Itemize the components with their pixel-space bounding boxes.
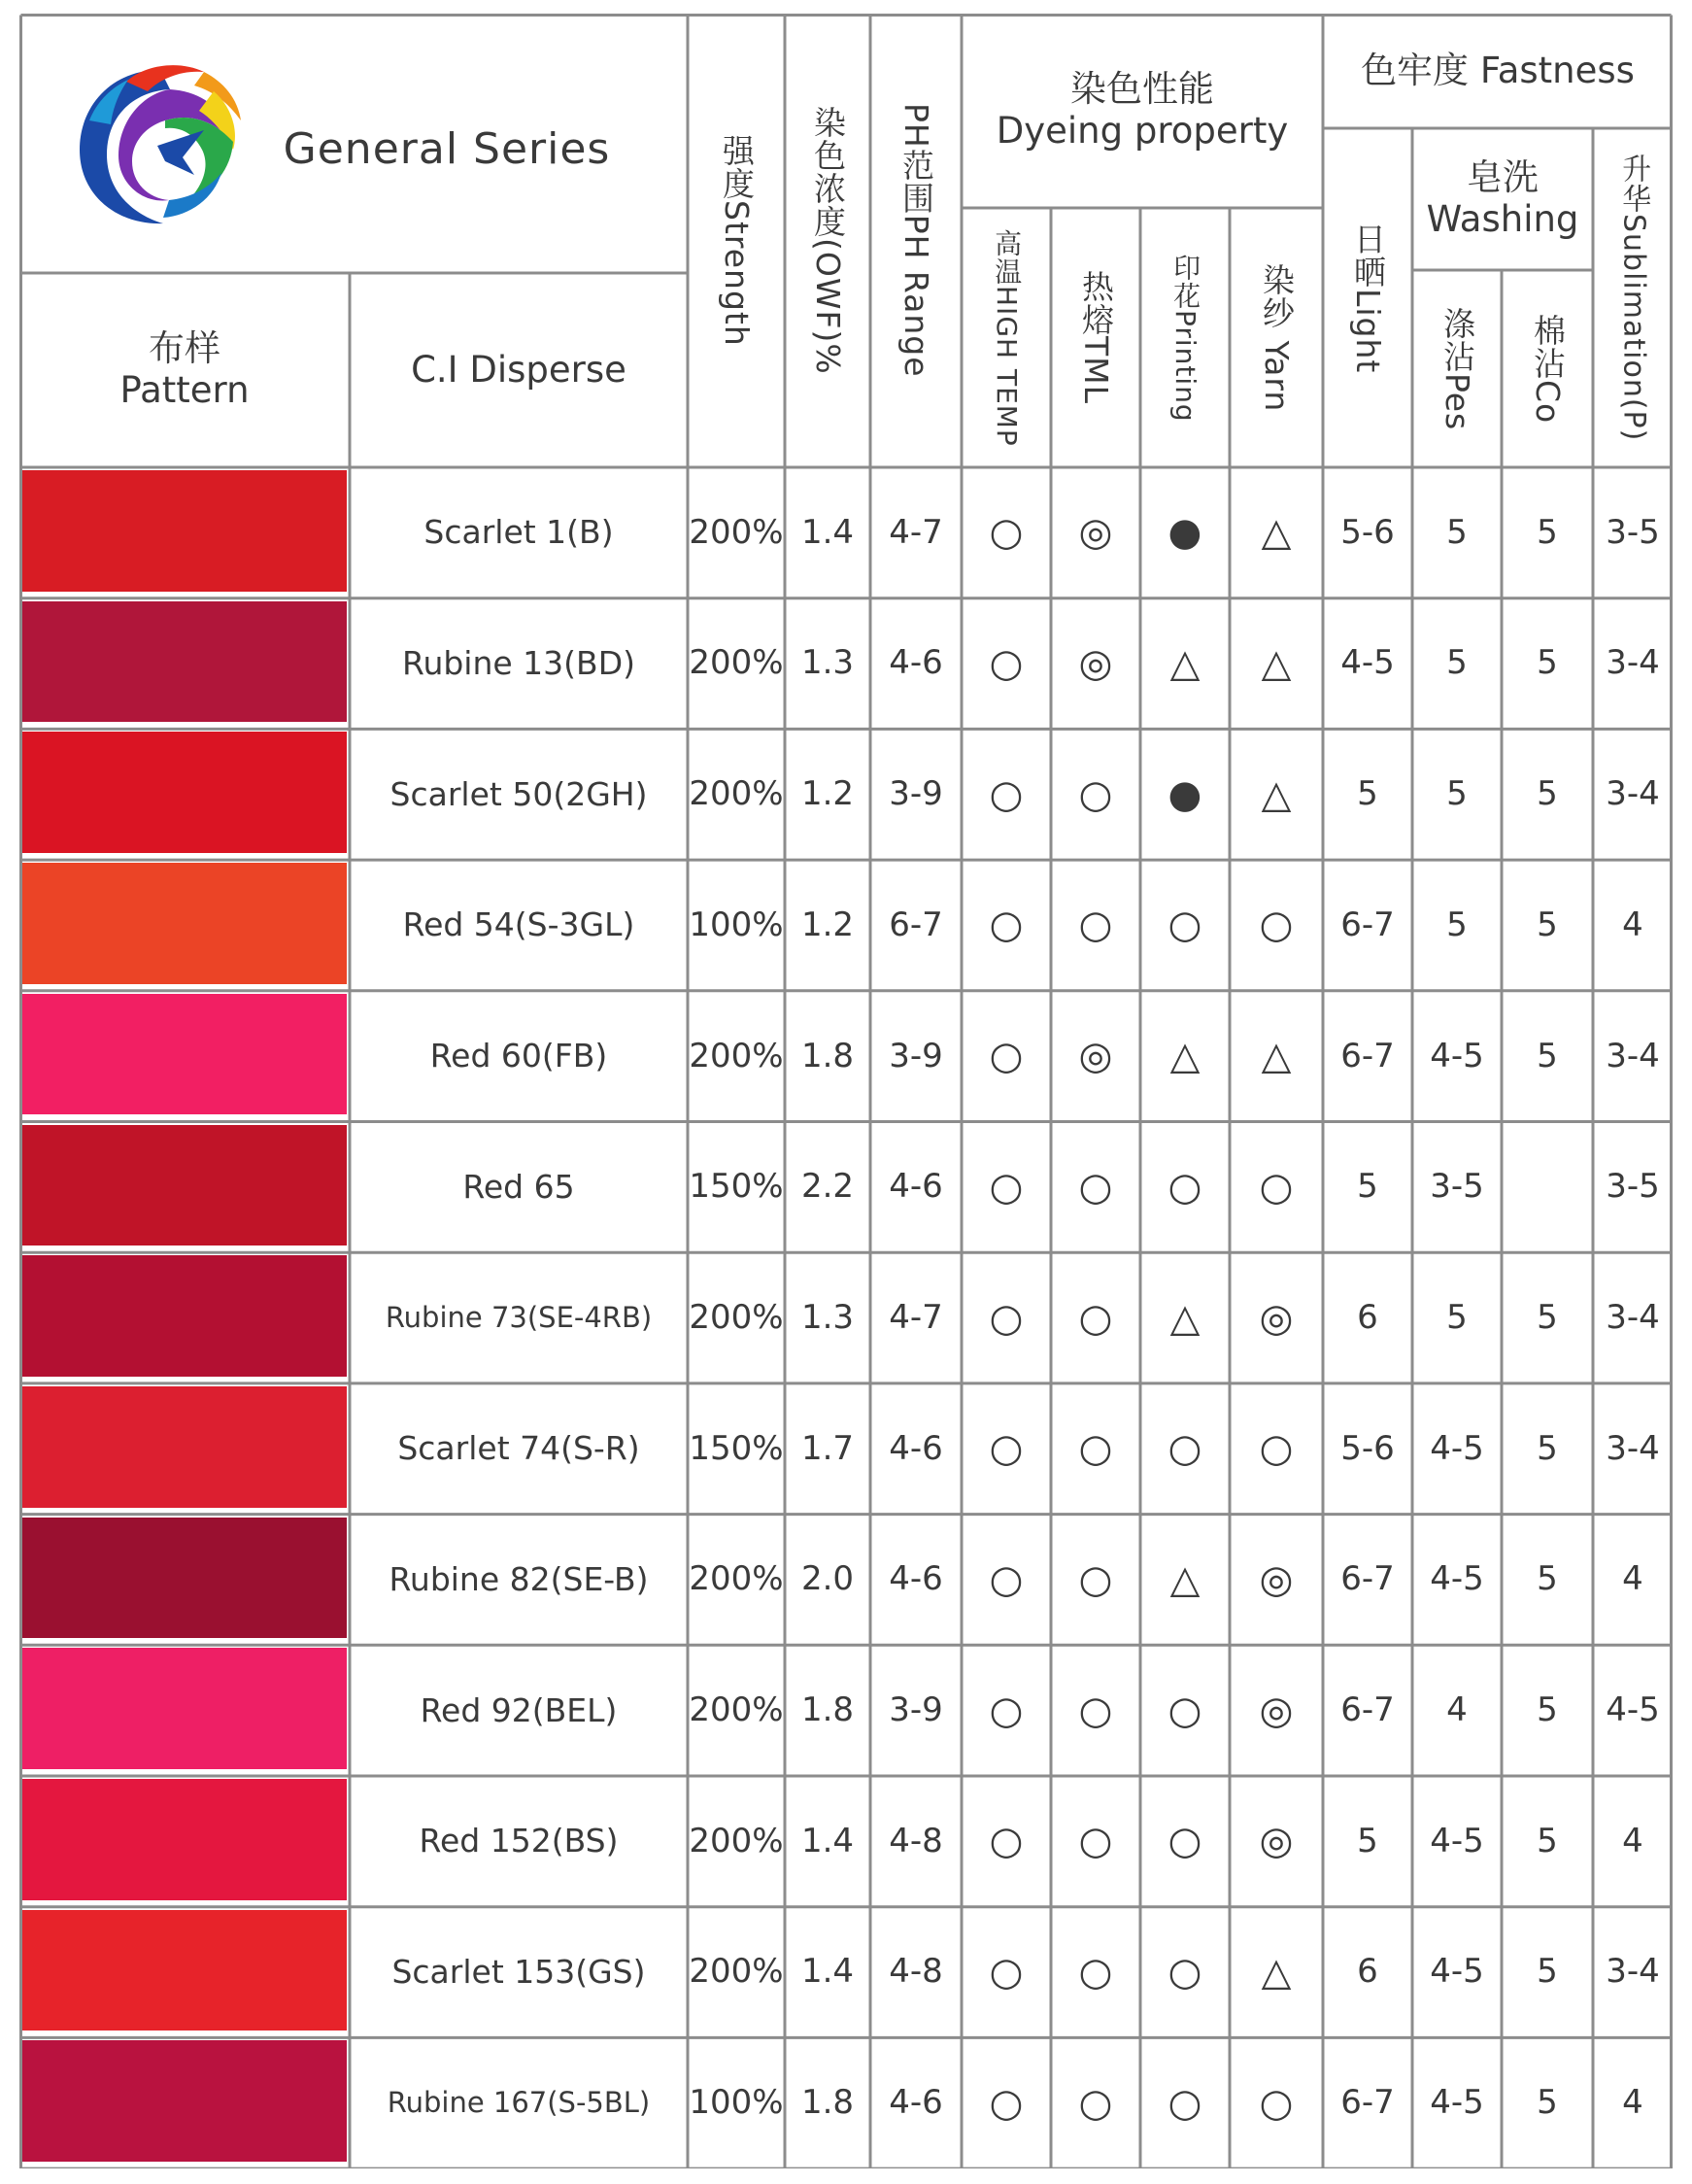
dye-name: Red 152(BS)	[419, 1822, 619, 1860]
fabric-swatch	[22, 1518, 347, 1639]
high-temp-rating: ○	[989, 1295, 1024, 1341]
yarn-rating: ○	[1259, 903, 1294, 948]
sublimation-fastness: 3-4	[1606, 1297, 1660, 1337]
pattern-header	[19, 273, 350, 467]
washing-en: Washing	[1426, 198, 1579, 240]
owf-value: 1.8	[800, 1036, 855, 1075]
yarn-rating: △	[1261, 1950, 1292, 1996]
tml-rating: ○	[1078, 1295, 1113, 1341]
fabric-swatch	[22, 1125, 347, 1246]
tml-rating: ○	[1078, 2080, 1113, 2126]
pattern-label-en: Pattern	[119, 369, 250, 411]
high-temp-header	[962, 208, 1051, 467]
sublimation-fastness: 4-5	[1606, 1690, 1660, 1730]
pes-fastness: 4	[1446, 1690, 1468, 1730]
high-temp-rating: ○	[989, 1426, 1024, 1472]
ph-range-header: PH范围PH Range	[897, 103, 935, 378]
strength-value: 200%	[689, 1690, 784, 1730]
ph-value: 4-8	[889, 1952, 943, 1992]
ph-value: 6-7	[889, 904, 943, 944]
strength-value: 100%	[689, 2083, 784, 2123]
fabric-swatch	[22, 470, 347, 592]
tml-rating: ○	[1078, 1426, 1113, 1472]
ph-value: 4-6	[889, 2083, 943, 2123]
pes-fastness: 3-5	[1430, 1167, 1484, 1207]
dye-spec-sheet	[19, 14, 1673, 2168]
dye-name: Scarlet 1(B)	[423, 513, 614, 552]
tml-rating: ○	[1078, 1688, 1113, 1733]
dye-concentration-header: 染色浓度(OWF)%	[808, 106, 847, 375]
printing-rating: △	[1169, 641, 1201, 687]
owf-value: 1.3	[800, 1297, 855, 1337]
light-fastness: 5-6	[1340, 512, 1395, 552]
owf-value: 1.7	[800, 1428, 855, 1468]
dyeing-property-cn: 染色性能	[1070, 68, 1214, 111]
strength-value: 200%	[689, 643, 784, 683]
pes-fastness: 5	[1446, 1297, 1468, 1337]
sublimation-fastness: 4	[1622, 2083, 1643, 2123]
fabric-swatch	[22, 2040, 347, 2162]
high-temp-rating: ○	[989, 771, 1024, 817]
strength-header: 强度Strength	[717, 134, 756, 347]
sublimation-fastness: 3-4	[1606, 1036, 1660, 1075]
co-fastness: 5	[1537, 643, 1558, 683]
light-fastness: 6-7	[1340, 1559, 1395, 1599]
printing-rating: ●	[1167, 771, 1202, 817]
washing-header	[1412, 128, 1593, 270]
pes-fastness: 4-5	[1430, 1428, 1484, 1468]
dyeing-property-header	[962, 14, 1323, 208]
printing-header	[1140, 208, 1230, 467]
light-fastness: 6-7	[1340, 1690, 1395, 1730]
strength-value: 100%	[689, 904, 784, 944]
owf-value: 1.2	[800, 904, 855, 944]
sublimation-fastness: 3-4	[1606, 774, 1660, 814]
co-fastness: 5	[1537, 1559, 1558, 1599]
co-fastness	[1502, 1122, 1593, 1253]
ph-value: 4-6	[889, 643, 943, 683]
light-fastness: 6	[1357, 1952, 1378, 1992]
sublimation-fastness: 3-4	[1606, 1428, 1660, 1468]
tml-rating: ○	[1078, 1164, 1113, 1210]
ph-value: 4-7	[889, 1297, 943, 1337]
pes-fastness: 5	[1446, 643, 1468, 683]
dye-name: Scarlet 50(2GH)	[389, 774, 648, 813]
ph-value: 4-6	[889, 1167, 943, 1207]
fabric-swatch	[22, 863, 347, 984]
yarn-header: 染纱 Yarn	[1257, 262, 1296, 413]
tml-rating: ◎	[1078, 641, 1113, 687]
dye-name: Rubine 73(SE-4RB)	[385, 1300, 653, 1334]
printing-rating: ○	[1167, 1426, 1202, 1472]
ph-value: 4-6	[889, 1428, 943, 1468]
printing-rating: △	[1169, 1295, 1201, 1341]
pes-fastness: 4-5	[1430, 1036, 1484, 1075]
owf-value: 2.0	[800, 1559, 855, 1599]
light-fastness: 6-7	[1340, 1036, 1395, 1075]
tml-rating: ◎	[1078, 510, 1113, 556]
sublimation-fastness: 3-4	[1606, 1952, 1660, 1992]
dye-name: Red 92(BEL)	[420, 1690, 618, 1729]
printing-rating: ○	[1167, 1164, 1202, 1210]
light-fastness: 5	[1357, 774, 1378, 814]
co-fastness: 5	[1537, 1821, 1558, 1860]
printing-en: Printing	[1169, 309, 1202, 423]
sublimation-header: 升华Sublimation(P)	[1616, 154, 1651, 442]
printing-rating: ○	[1167, 1688, 1202, 1733]
co-fastness: 5	[1537, 2083, 1558, 2123]
sublimation-fastness: 3-4	[1606, 643, 1660, 683]
co-fastness: 5	[1537, 1036, 1558, 1075]
sublimation-fastness: 3-5	[1606, 512, 1660, 552]
high-temp-rating: ○	[989, 641, 1024, 687]
high-temp-rating: ○	[989, 2080, 1024, 2126]
yarn-rating: ◎	[1259, 1556, 1294, 1602]
strength-value: 200%	[689, 1559, 784, 1599]
dye-name: Rubine 13(BD)	[402, 644, 635, 683]
printing-rating: ○	[1167, 2080, 1202, 2126]
printing-rating: △	[1169, 1556, 1201, 1602]
sublimation-fastness: 4	[1622, 1821, 1643, 1860]
sublimation-fastness: 3-5	[1606, 1167, 1660, 1207]
owf-value: 1.4	[800, 1821, 855, 1860]
owf-value: 1.2	[800, 774, 855, 814]
fabric-swatch	[22, 1910, 347, 2031]
fabric-swatch	[22, 1779, 347, 1900]
co-fastness: 5	[1537, 512, 1558, 552]
company-logo	[68, 52, 253, 237]
dye-name: Scarlet 153(GS)	[391, 1953, 646, 1992]
tml-rating: ○	[1078, 1819, 1113, 1864]
yarn-rating: ○	[1259, 1164, 1294, 1210]
pattern-label-cn: 布样	[149, 327, 220, 370]
yarn-rating: △	[1261, 510, 1292, 556]
high-temp-rating: ○	[989, 1164, 1024, 1210]
yarn-rating: △	[1261, 641, 1292, 687]
high-temp-rating: ○	[989, 1034, 1024, 1079]
yarn-rating: ○	[1259, 2080, 1294, 2126]
owf-value: 1.8	[800, 2083, 855, 2123]
fabric-swatch	[22, 732, 347, 853]
yarn-rating: ○	[1259, 1426, 1294, 1472]
co-header: 棉沾Co	[1528, 313, 1567, 425]
printing-rating: ○	[1167, 1950, 1202, 1996]
dye-name: Rubine 82(SE-B)	[389, 1559, 649, 1598]
tml-rating: ○	[1078, 771, 1113, 817]
co-fastness: 5	[1537, 1690, 1558, 1730]
printing-rating: ●	[1167, 510, 1202, 556]
owf-value: 1.3	[800, 643, 855, 683]
pes-fastness: 4-5	[1430, 1559, 1484, 1599]
ci-disperse-header: C.I Disperse	[411, 348, 626, 391]
fabric-swatch	[22, 994, 347, 1115]
dyeing-property-en: Dyeing property	[996, 110, 1289, 152]
light-fastness: 6-7	[1340, 2083, 1395, 2123]
light-fastness: 6	[1357, 1297, 1378, 1337]
yarn-rating: ◎	[1259, 1819, 1294, 1864]
owf-value: 2.2	[800, 1167, 855, 1207]
high-temp-rating: ○	[989, 1688, 1024, 1733]
pes-fastness: 4-5	[1430, 1952, 1484, 1992]
strength-value: 150%	[689, 1167, 784, 1207]
fabric-swatch	[22, 1648, 347, 1769]
dye-name: Red 65	[462, 1167, 575, 1206]
yarn-rating: △	[1261, 771, 1292, 817]
light-fastness: 5	[1357, 1821, 1378, 1860]
strength-value: 150%	[689, 1428, 784, 1468]
high-temp-rating: ○	[989, 1819, 1024, 1864]
ph-value: 4-7	[889, 512, 943, 552]
printing-rating: ○	[1167, 903, 1202, 948]
ph-value: 3-9	[889, 774, 943, 814]
pes-fastness: 5	[1446, 904, 1468, 944]
dye-name: Scarlet 74(S-R)	[397, 1429, 640, 1468]
strength-value: 200%	[689, 1952, 784, 1992]
co-fastness: 5	[1537, 904, 1558, 944]
tml-rating: ○	[1078, 1950, 1113, 1996]
high-temp-rating: ○	[989, 1556, 1024, 1602]
pes-fastness: 4-5	[1430, 2083, 1484, 2123]
printing-cn: 印花	[1169, 253, 1202, 310]
pes-fastness: 5	[1446, 774, 1468, 814]
co-fastness: 5	[1537, 1428, 1558, 1468]
strength-value: 200%	[689, 1821, 784, 1860]
fabric-swatch	[22, 601, 347, 723]
ph-value: 3-9	[889, 1690, 943, 1730]
sublimation-fastness: 4	[1622, 1559, 1643, 1599]
light-fastness: 5-6	[1340, 1428, 1395, 1468]
light-header: 日晒Light	[1348, 222, 1387, 374]
tml-rating: ○	[1078, 1556, 1113, 1602]
sublimation-fastness: 4	[1622, 904, 1643, 944]
pes-header: 涤沾Pes	[1438, 306, 1476, 431]
dye-name: Red 54(S-3GL)	[402, 905, 635, 944]
high-temp-rating: ○	[989, 510, 1024, 556]
co-fastness: 5	[1537, 1297, 1558, 1337]
co-fastness: 5	[1537, 1952, 1558, 1992]
high-temp-en: HIGH TEMP	[991, 285, 1024, 447]
high-temp-rating: ○	[989, 1950, 1024, 1996]
strength-value: 200%	[689, 774, 784, 814]
light-fastness: 5	[1357, 1167, 1378, 1207]
yarn-rating: ◎	[1259, 1688, 1294, 1733]
tml-rating: ◎	[1078, 1034, 1113, 1079]
tml-rating: ○	[1078, 903, 1113, 948]
high-temp-rating: ○	[989, 903, 1024, 948]
strength-value: 200%	[689, 1297, 784, 1337]
ph-value: 3-9	[889, 1036, 943, 1075]
series-title: General Series	[283, 123, 611, 174]
owf-value: 1.4	[800, 512, 855, 552]
light-fastness: 4-5	[1340, 643, 1395, 683]
pes-fastness: 4-5	[1430, 1821, 1484, 1860]
high-temp-cn: 高温	[991, 228, 1024, 286]
fabric-swatch	[22, 1386, 347, 1508]
printing-rating: △	[1169, 1034, 1201, 1079]
yarn-rating: △	[1261, 1034, 1292, 1079]
owf-value: 1.4	[800, 1952, 855, 1992]
co-fastness: 5	[1537, 774, 1558, 814]
washing-cn: 皂洗	[1467, 156, 1539, 199]
strength-value: 200%	[689, 512, 784, 552]
light-fastness: 6-7	[1340, 904, 1395, 944]
strength-value: 200%	[689, 1036, 784, 1075]
ph-value: 4-6	[889, 1559, 943, 1599]
printing-rating: ○	[1167, 1819, 1202, 1864]
dye-name: Red 60(FB)	[429, 1037, 608, 1075]
owf-value: 1.8	[800, 1690, 855, 1730]
ph-value: 4-8	[889, 1821, 943, 1860]
fabric-swatch	[22, 1255, 347, 1377]
fastness-header: 色牢度 Fastness	[1361, 49, 1635, 91]
dye-name: Rubine 167(S-5BL)	[387, 2086, 651, 2120]
pes-fastness: 5	[1446, 512, 1468, 552]
tml-header: 热熔TML	[1076, 270, 1115, 405]
yarn-rating: ◎	[1259, 1295, 1294, 1341]
